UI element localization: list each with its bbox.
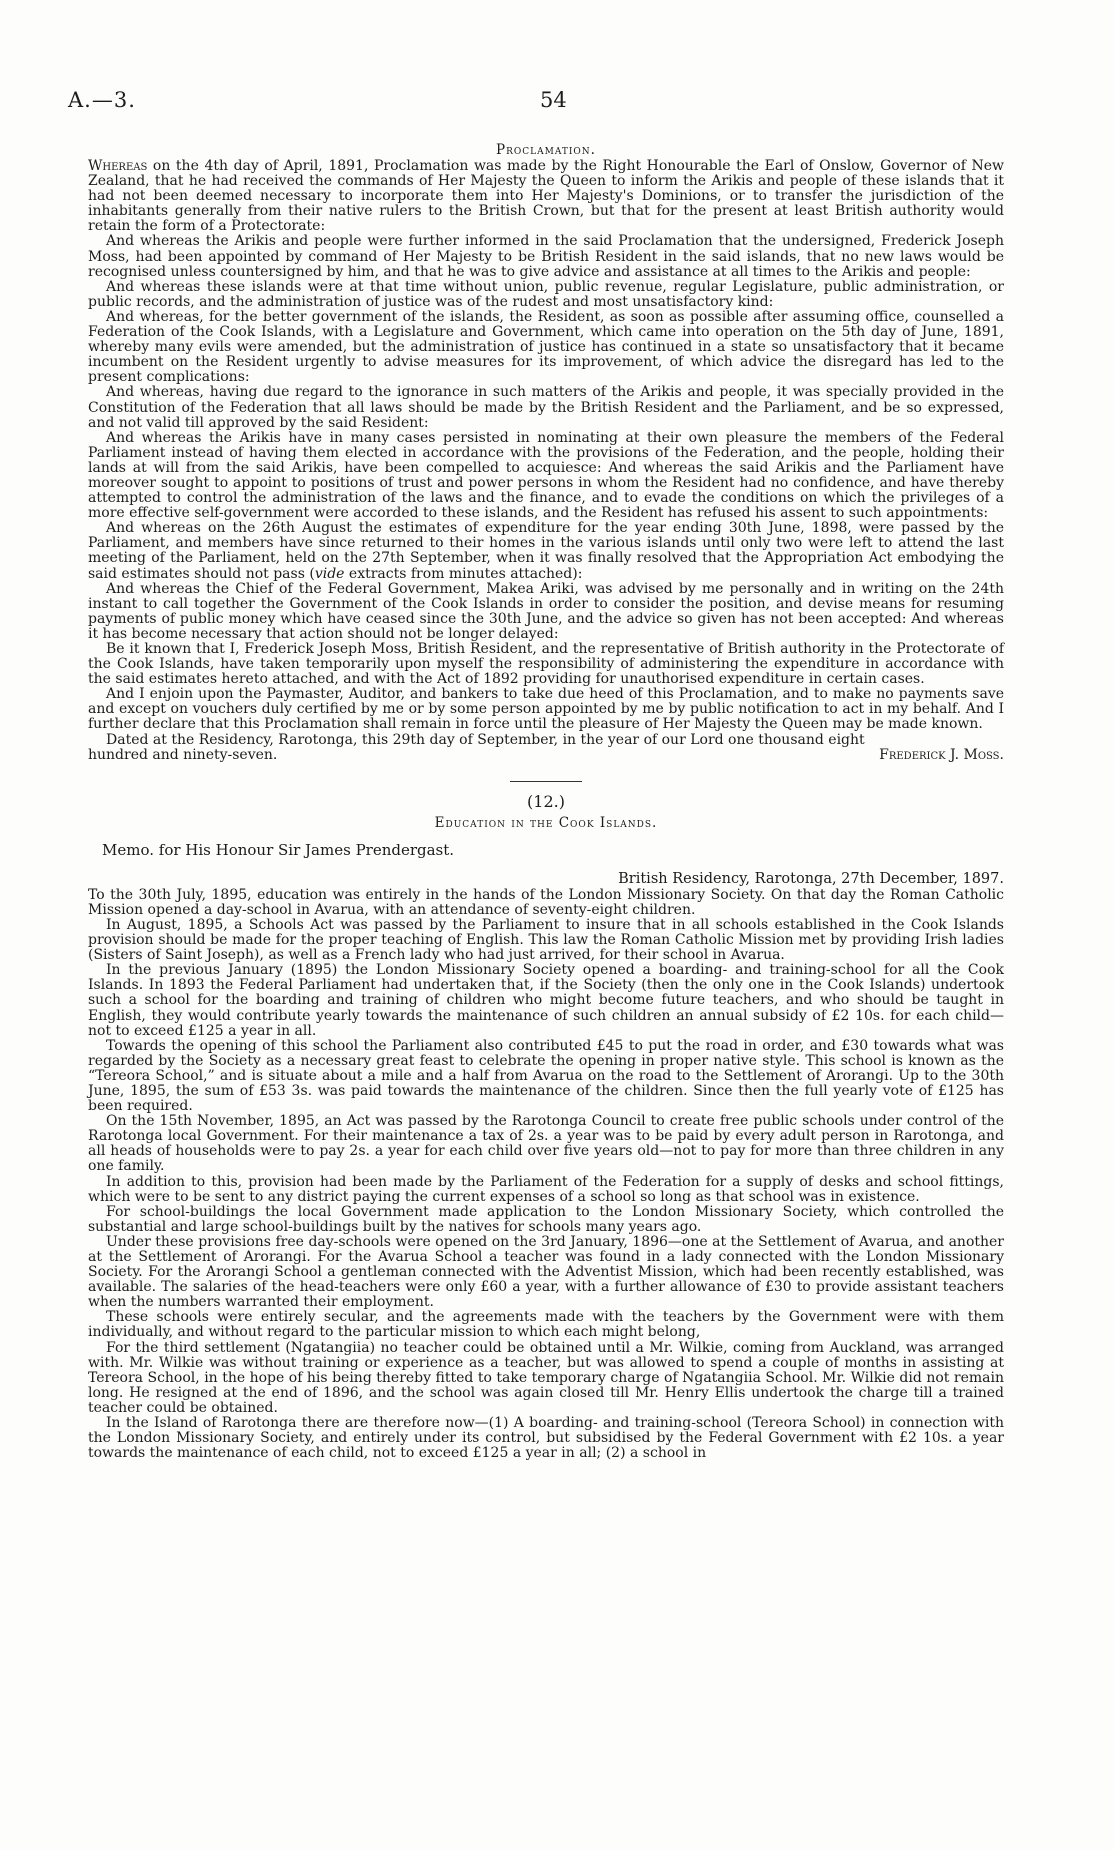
dated-signature-line xyxy=(88,748,1004,763)
proclamation-paragraph xyxy=(88,159,1004,234)
page-reference: A.—3. xyxy=(68,88,136,112)
section-number: (12.) xyxy=(527,791,565,811)
section-divider xyxy=(510,781,582,782)
proclamation-paragraph: And whereas, having due regard to the ignorance in such matters of the Arikis and people, it was specially provided in the Constitution of the Federation that all laws should be made by the British Resident and the Parliament, and be so expressed, and not valid till approved by the said Resident: xyxy=(88,384,1004,431)
education-paragraph: Towards the opening of this school the Parliament also contributed £45 to put the road in order, and £30 towards what was regarded by the Society as a necessary great feast to celebrate the opening in proper native style. This school is known as the “Tereora School,” and is situate about a mile and a half from Avarua on the road to the Settlement of Arorangi. Up to the 30th June, 1895, the sum of £53 3s. was paid towards the maintenance of the children. Since then the full yearly vote of £125 has been required. xyxy=(88,1037,1004,1115)
paragraph-text: And whereas on the 26th August the estimates of expenditure for the year ending 30th June, 1898, were passed by the Parliament, and members have since returned to their homes in the various islands until only two were left to attend the last meeting of the Parliament, held on the 27th September, when it was finally resolved that the Appropriation Act embodying the said estimates should not pass ( xyxy=(88,520,1004,582)
proclamation-paragraph: And whereas the Arikis and people were further informed in the said Proclamation that the undersigned, Frederick Joseph Moss, had been appointed by command of Her Majesty to be British Resident in the said islands, that no new laws would be recognised unless countersigned by him, and that he was to give advice and assistance at all times to the Arikis and people: xyxy=(88,233,1004,280)
page-body xyxy=(88,142,1004,1461)
proclamation-paragraph: And whereas these islands were at that time without union, public revenue, regular Legislature, public administration, or public records, and the administration of justice was of the rudest and most unsatisfactory kind: xyxy=(88,278,1004,310)
vide-italic: vide xyxy=(314,565,345,582)
education-title: Education in the Cook Islands. xyxy=(434,814,658,831)
proclamation-paragraph: Be it known that I, Frederick Joseph Moss, British Resident, and the representative of British authority in the Protectorate of the Cook Islands, have taken temporarily upon myself the responsibility of administering the expenditure in accordance with the said estimates hereto attached, and with the Act of 1892 providing for unauthorised expenditure in certain cases. xyxy=(88,641,1004,688)
paragraph-text: extracts from minutes attached): xyxy=(344,565,583,582)
signature: Frederick J. Moss. xyxy=(879,746,1004,763)
education-paragraph: In the previous January (1895) the London Missionary Society opened a boarding- and training-school for all the Cook Islands. In 1893 the Federal Parliament had undertaken that, if the Society (then the only one in the Cook Islands) undertook such a school for the boarding and training of children who might become future teachers, and who should be taught in English, they would contribute yearly towards the maintenance of such children an annual subsidy of £2 10s. for each child—not to exceed £125 a year in all. xyxy=(88,962,1004,1039)
education-paragraph: In addition to this, provision had been made by the Parliament of the Federation for a supply of desks and school fittings, which were to be sent to any district paying the current expenses of a school so long as that school was in existence. xyxy=(88,1173,1004,1205)
proclamation-paragraph xyxy=(88,521,1004,581)
page-number: 54 xyxy=(540,88,567,112)
proclamation-paragraph: And whereas, for the better government of the islands, the Resident, as soon as possible after assuming office, counselled a Federation of the Cook Islands, with a Legislature and Government, which came into operation on the 5th day of June, 1891, whereby many evils were amended, but the administration of justice has continued in a state so unsatisfactory that it became incumbent on the Resident urgently to advise measures for its improvement, of which advice the disregard has led to the present complications: xyxy=(88,308,1004,386)
proclamation-paragraph: And whereas the Chief of the Federal Government, Makea Ariki, was advised by me personally and in writing on the 24th instant to call together the Government of the Cook Islands in order to consider the position, and devise means for resuming payments of public money which have ceased since the 30th June, and the advice so given has not been accepted: And whereas it has become necessary that action should not be longer delayed: xyxy=(88,580,1004,642)
opening-word: Whereas xyxy=(88,158,148,174)
proclamation-title: Proclamation. xyxy=(496,142,596,158)
education-paragraph: On the 15th November, 1895, an Act was passed by the Rarotonga Council to create free public schools under control of the Rarotonga local Government. For their maintenance a tax of 2s. a year was to be paid by every adult person in Rarotonga, and all heads of households were to pay 2s. a year for each child over five years old—not to pay for more than three children in any one family. xyxy=(88,1113,1004,1175)
education-paragraph: Under these provisions free day-schools were opened on the 3rd January, 1896—one at the Settlement of Avarua, and another at the Settlement of Arorangi. For the Avarua School a teacher was found in a lady connected with the London Missionary Society. For the Arorangi School a gentleman connected with the Adventist Mission, which had been recently established, was available. The salaries of the head-teachers were only £60 a year, with a further allowance of £30 to provide assistant teachers when the numbers warranted their employment. xyxy=(88,1233,1004,1311)
education-paragraph: For school-buildings the local Government made application to the London Missionary Society, which controlled the substantial and large school-buildings built by the natives for schools many years ago. xyxy=(88,1203,1004,1235)
proclamation-paragraph: And I enjoin upon the Paymaster, Auditor, and bankers to take due heed of this Proclamation, and to make no payments save and except on vouchers duly certified by me or by some person appointed by me by public notification to act in my behalf. And I further declare that this Proclamation shall remain in force until the pleasure of Her Majesty the Queen may be made known. xyxy=(88,686,1004,733)
education-paragraph: To the 30th July, 1895, education was entirely in the hands of the London Missionary Society. On that day the Roman Catholic Mission opened a day-school in Avarua, with an attendance of seventy-eight children. xyxy=(88,886,1004,918)
education-paragraph: For the third settlement (Ngatangiia) no teacher could be obtained until a Mr. Wilkie, coming from Auckland, was arranged with. Mr. Wilkie was without training or experience as a teacher, but was allowed to spend a couple of months in assisting at Tereora School, in the hope of his being thereby fitted to take temporary charge of Ngatangiia School. Mr. Wilkie did not remain long. He resigned at the end of 1896, and the school was again closed till Mr. Henry Ellis undertook the charge till a trained teacher could be obtained. xyxy=(88,1339,1004,1416)
education-paragraph: These schools were entirely secular, and the agreements made with the teachers by the Government were with them individually, and without regard to the particular mission to which each might belong, xyxy=(88,1309,1004,1341)
education-paragraph: In the Island of Rarotonga there are therefore now—(1) A boarding- and training-school (Tereora School) in connection with the London Missionary Society, and entirely under its control, but subsidised by the Federal Government with £2 10s. a year towards the maintenance of each child, not to exceed £125 a year in all; (2) a school in xyxy=(88,1415,1004,1462)
paragraph-text: on the 4th day of April, 1891, Proclamation was made by the Right Honourable the Earl of Onslow, Governor of New Zealand, that he had received the commands of Her Majesty the Queen to inform the Arikis and people of these islands that it had not been deemed necessary to incorporate them into Her Majesty's Dominions, or to transfer the jurisdiction of the inhabitants generally from their native rulers to the British Crown, but that for the present at least British authority would retain the form of a Protectorate: xyxy=(88,158,1005,235)
dated-continuation: hundred and ninety-seven. xyxy=(88,746,278,763)
education-paragraph: In August, 1895, a Schools Act was passed by the Parliament to insure that in all schools established in the Cook Islands provision should be made for the proper teaching of English. This law the Roman Catholic Mission met by providing Irish ladies (Sisters of Saint Joseph), as well as a French lady who had just arrived, for their school in Avarua. xyxy=(88,916,1004,964)
proclamation-paragraph: And whereas the Arikis have in many cases persisted in nominating at their own pleasure the members of the Federal Parliament instead of having them elected in accordance with the provisions of the Federation, and the people, holding their lands at will from the said Arikis, have been compelled to acquiesce: And whereas the said Arikis and the Parliament have moreover sought to appoint to positions of trust and power persons in whom the Resident had no confidence, and have thereby attempted to control the administration of the laws and the finance, and to evade the conditions on which the privileges of a more effective self-government were accorded to these islands, and the Resident has refused his assent to such appointments: xyxy=(88,429,1004,522)
dated-paragraph: Dated at the Residency, Rarotonga, this 29th day of September, in the year of our Lord one thousand eight xyxy=(106,731,865,748)
place-date: British Residency, Rarotonga, 27th December, 1897. xyxy=(618,870,1004,887)
memo-line: Memo. for His Honour Sir James Prendergast. xyxy=(102,840,455,859)
